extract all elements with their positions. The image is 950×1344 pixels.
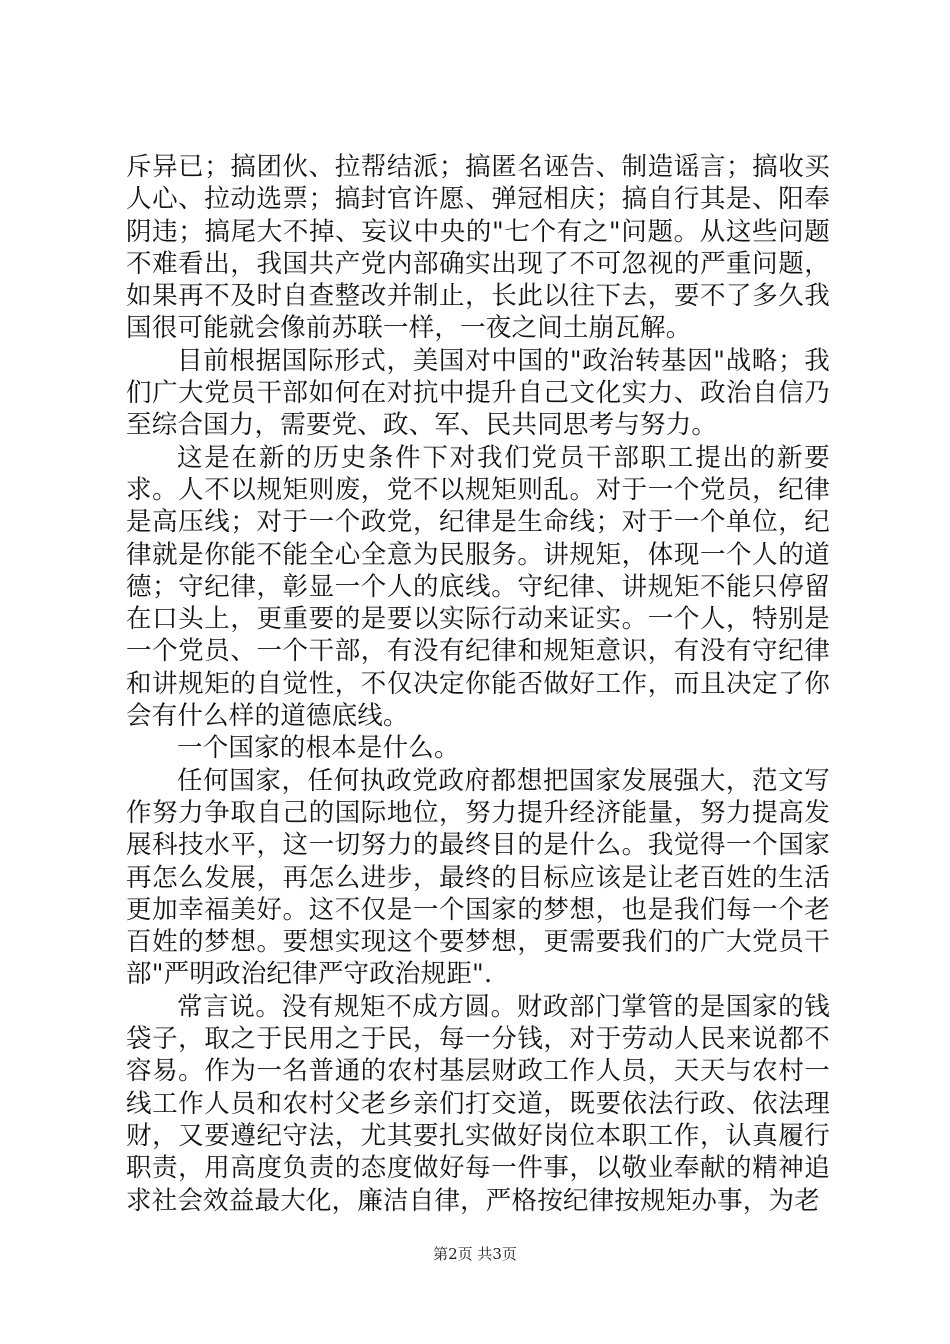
page-footer: 第2页 共3页	[433, 1245, 517, 1263]
document-body	[126, 151, 830, 1217]
paragraph-4: 一个国家的根本是什么。	[177, 733, 460, 764]
paragraph-3: 这是在新的历史条件下对我们党员干部职工提出的新要求。人不以规矩则废，党不以规矩则乱。对于一个党员，纪律是高压线；对于一个政党，纪律是生命线；对于一个单位，纪律就是你能不能全心全意为民服务。讲规矩，体现一个人的道德；守纪律，彰显一个人的底线。守纪律、讲规矩不能只停留在口头上，更重要的是要以实际行动来证实。一个人，特别是一个党员、一个干部，有没有纪律和规矩意识，有没有守纪律和讲规矩的自觉性，不仅决定你能否做好工作，而且决定了你会有什么样的道德底线。	[126, 442, 830, 732]
paragraph-2: 目前根据国际形式，美国对中国的"政治转基因"战略；我们广大党员干部如何在对抗中提升自己文化实力、政治自信乃至综合国力，需要党、政、军、民共同思考与努力。	[126, 345, 830, 441]
paragraph-1: 斥异已；搞团伙、拉帮结派；搞匿名诬告、制造谣言；搞收买人心、拉动选票；搞封官许愿、弹冠相庆；搞自行其是、阳奉阴违；搞尾大不掉、妄议中央的"七个有之"问题。从这些问题不难看出，我国共产党内部确实出现了不可忽视的严重问题，如果再不及时自查整改并制止，长此以往下去，要不了多久我国很可能就会像前苏联一样，一夜之间土崩瓦解。	[126, 152, 830, 344]
paragraph-6: 常言说。没有规矩不成方圆。财政部门掌管的是国家的钱袋子，取之于民用之于民，每一分钱，对于劳动人民来说都不容易。作为一名普通的农村基层财政工作人员，天天与农村一线工作人员和农村父老乡亲们打交道，既要依法行政、依法理财，又要遵纪守法，尤其要扎实做好岗位本职工作，认真履行职责，用高度负责的态度做好每一件事，以敬业奉献的精神追求社会效益最大化，廉洁自律，严格按纪律按规矩办事，为老	[126, 991, 830, 1216]
paragraph-5: 任何国家，任何执政党政府都想把国家发展强大，范文写作努力争取自己的国际地位，努力提升经济能量，努力提高发展科技水平，这一切努力的最终目的是什么。我觉得一个国家再怎么发展，再怎么进步，最终的目标应该是让老百姓的生活更加幸福美好。这不仅是一个国家的梦想，也是我们每一个老百姓的梦想。要想实现这个要梦想，更需要我们的广大党员干部"严明政治纪律严守政治规距".	[126, 765, 830, 990]
